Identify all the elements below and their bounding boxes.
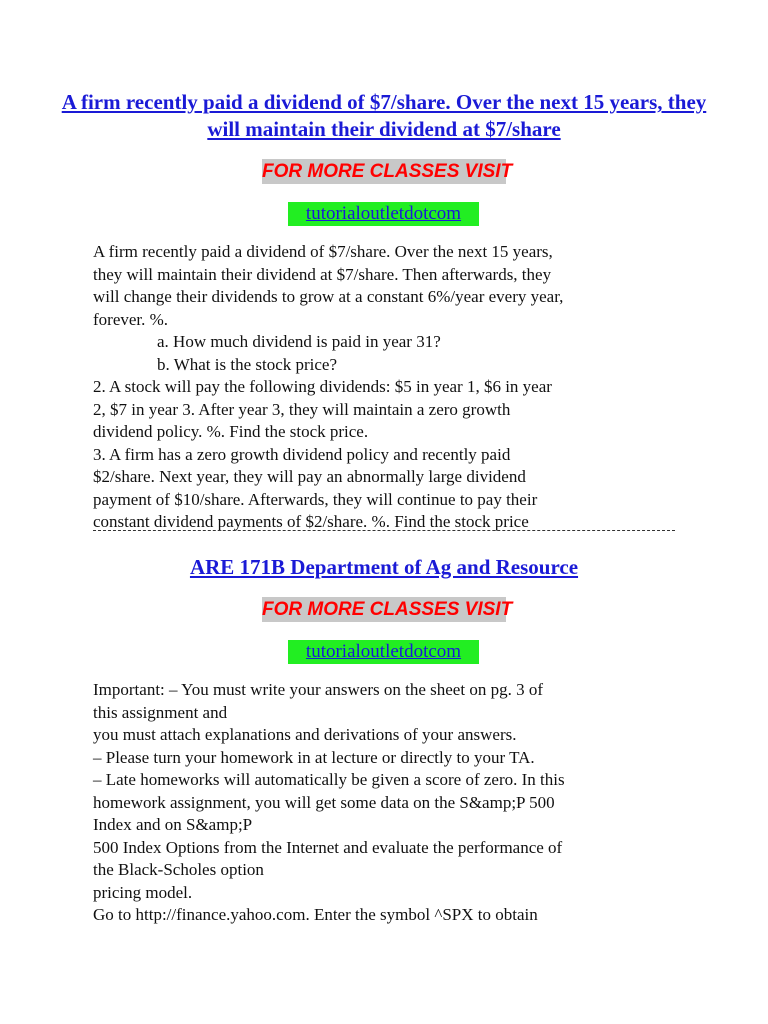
- body-line: will change their dividends to grow at a constant 6%/year every year,: [93, 287, 564, 306]
- body-line: this assignment and: [93, 702, 228, 722]
- section-divider: [93, 530, 675, 531]
- section1-body: [93, 241, 683, 534]
- body-line: constant dividend payments of $2/share. %. Find the stock price: [93, 512, 529, 531]
- section1-site-link[interactable]: tutorialoutletdotcom: [288, 202, 479, 226]
- body-line: pricing model.: [93, 882, 193, 902]
- section2-body: [93, 679, 683, 927]
- body-line: – Please turn your homework in at lecture or directly to your TA.: [93, 747, 535, 767]
- body-line: $2/share. Next year, they will pay an abnormally large dividend: [93, 467, 526, 486]
- body-line: the Black-Scholes option: [93, 860, 264, 879]
- section1-promo-banner: FOR MORE CLASSES VISIT: [262, 161, 513, 182]
- body-line: homework assignment, you will get some data on the S&amp;P 500: [93, 792, 555, 812]
- body-line: they will maintain their dividend at $7/share. Then afterwards, they: [93, 264, 552, 284]
- body-line: A firm recently paid a dividend of $7/share. Over the next 15 years,: [93, 242, 553, 261]
- body-line: Index and on S&amp;P: [93, 815, 253, 834]
- body-line: 2, $7 in year 3. After year 3, they will maintain a zero growth: [93, 399, 511, 419]
- section2-site-link[interactable]: tutorialoutletdotcom: [288, 640, 479, 664]
- question-a: a. How much dividend is paid in year 31?: [157, 332, 441, 351]
- body-line: 2. A stock will pay the following dividends: $5 in year 1, $6 in year: [93, 377, 552, 396]
- body-line: payment of $10/share. Afterwards, they will continue to pay their: [93, 489, 538, 509]
- question-b: b. What is the stock price?: [157, 354, 338, 374]
- section1-title-link[interactable]: A firm recently paid a dividend of $7/share. Over the next 15 years, they will maintain their dividend at $7/share: [61, 90, 707, 141]
- body-line: forever. %.: [93, 309, 169, 329]
- section2-promo-banner: FOR MORE CLASSES VISIT: [262, 599, 513, 620]
- body-line: you must attach explanations and derivations of your answers.: [93, 725, 517, 744]
- body-line: dividend policy. %. Find the stock price.: [93, 422, 369, 441]
- section2-title-link[interactable]: ARE 171B Department of Ag and Resource: [189, 555, 579, 579]
- body-line: 500 Index Options from the Internet and evaluate the performance of: [93, 837, 563, 857]
- body-line: Go to http://finance.yahoo.com. Enter the symbol ^SPX to obtain: [93, 905, 538, 924]
- body-line: 3. A firm has a zero growth dividend policy and recently paid: [93, 444, 511, 464]
- body-line: Important: – You must write your answers on the sheet on pg. 3 of: [93, 680, 543, 699]
- body-line: – Late homeworks will automatically be given a score of zero. In this: [93, 770, 565, 789]
